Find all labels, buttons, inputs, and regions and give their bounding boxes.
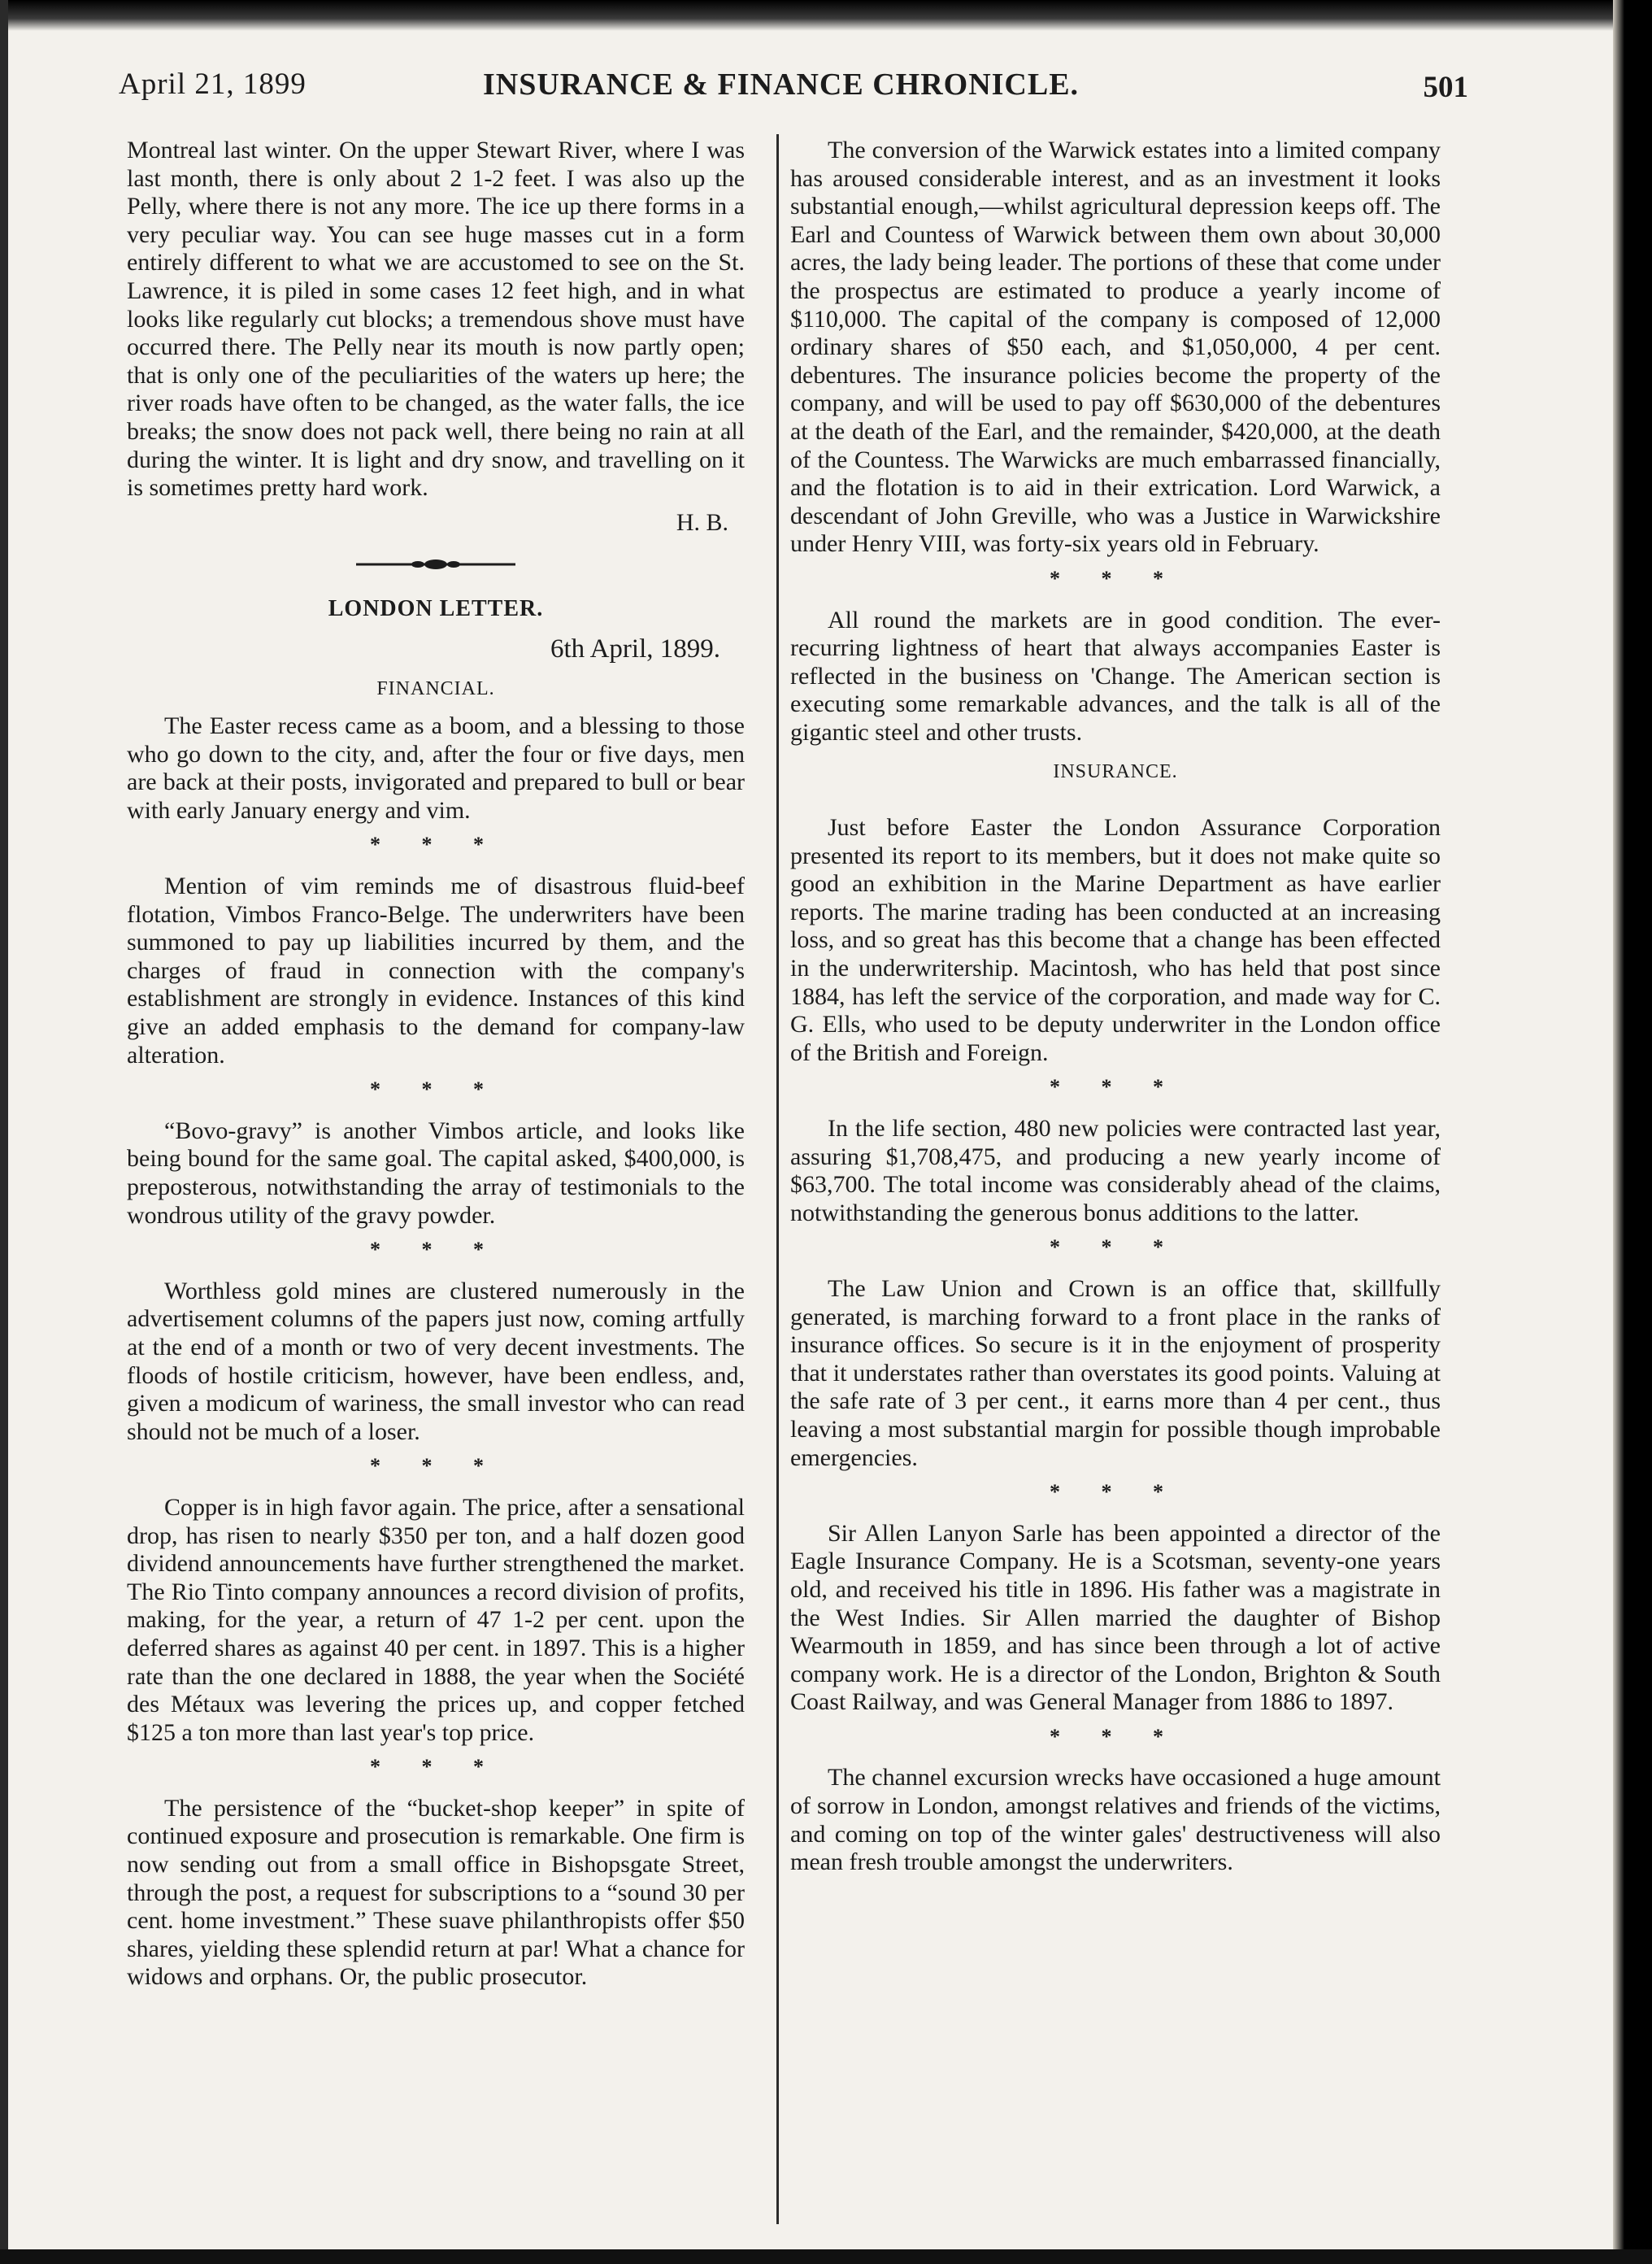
asterism: * * * (1050, 1075, 1181, 1099)
page-header (119, 67, 1468, 115)
scan-edge-right (1613, 0, 1652, 2264)
column-rule (776, 134, 779, 2224)
asterism: * * * (370, 1755, 502, 1779)
left-column (127, 137, 745, 1992)
publication-title: INSURANCE & FINANCE CHRONICLE. (483, 67, 1080, 102)
subheading-financial: FINANCIAL. (376, 677, 495, 699)
asterism: * * * (1050, 1480, 1181, 1504)
paragraph: Worthless gold mines are clustered numerously in the advertisement columns of the papers just now, coming artfully at the end of a month or two of very decent investments. The floods of hostile criticism, however, have been endless, and, given a modicum of wariness, the small investor who can read should not be much of a loser. (127, 1277, 745, 1445)
paragraph: Mention of vim reminds me of disastrous fluid-beef flotation, Vimbos Franco-Belge. The underwriters have been summoned to pay up liabilities incurred by them, and the charges of fraud in connection with the company's establishment are strongly in evidence. Instances of this kind give an added emphasis to the demand for company-law alteration. (127, 873, 745, 1069)
paragraph: The persistence of the “bucket-shop keeper” in spite of continued exposure and prosecution is remarkable. One firm is now sending out from a small office in Bishopsgate Street, through the post, a request for subscriptions to a “sound 30 per cent. home investment.” These suave philanthropists offer $50 shares, yielding these splendid return at par! What a chance for widows and orphans. Or, the public prosecutor. (127, 1794, 745, 1991)
paragraph: Just before Easter the London Assurance Corporation presented its report to its members, but it does not make quite so good an exhibition in the Marine Department as have earlier reports. The marine trading has been conducted at an increasing loss, and so great has this become that a change has been effected in the underwritership. Macintosh, who has held that post since 1884, has left the service of the corporation, and made way for C. G. Ells, who used to be deputy underwriter in the London office of the British and Foreign. (790, 814, 1441, 1066)
section-divider (127, 558, 745, 571)
asterism: * * * (370, 1078, 502, 1102)
paragraph: The conversion of the Warwick estates into a limited company has aroused considerable interest, and as an investment it looks substantial enough,—whilst agricultural depression keeps off. The Earl and Countess of Warwick between them own about 30,000 acres, the lady being leader. The portions of these that come under the prospectus are estimated to produce a yearly income of $110,000. The capital of the company is composed of 12,000 ordinary shares of $50 each, and $1,050,000, 4 per cent. debentures. The insurance policies become the property of the company, and will be used to pay off $630,000 of the debentures at the death of the Earl, and the remainder, $420,000, at the death of the Countess. The Warwicks are much embarrassed financially, and the flotation is to aid in their extrication. Lord Warwick, a descendant of John Greville, who was a Justice in Warwickshire under Henry VIII, was forty-six years old in February. (790, 137, 1441, 558)
asterism: * * * (370, 1454, 502, 1478)
page-number: 501 (1423, 71, 1468, 104)
asterism: * * * (370, 1238, 502, 1262)
paragraph: The Easter recess came as a boom, and a blessing to those who go down to the city, and, after the four or five days, men are back at their posts, invigorated and prepared to bull or bear with early January energy and vim. (127, 712, 745, 824)
section-heading: LONDON LETTER. (328, 596, 544, 622)
author-signature: H. B. (676, 508, 728, 536)
scan-edge-left (0, 0, 8, 2264)
paragraph: Sir Allen Lanyon Sarle has been appointed a director of the Eagle Insurance Company. He is a Scotsman, seventy-one years old, and received his title in 1896. His father was a magistrate in the West Indies. Sir Allen married the daughter of Bishop Wearmouth in 1859, and has since been through a lot of active company work. He is a director of the London, Brighton & South Coast Railway, and was General Manager from 1886 to 1897. (790, 1519, 1441, 1716)
subheading-insurance: INSURANCE. (1053, 761, 1178, 783)
paragraph: In the life section, 480 new policies were contracted last year, assuring $1,708,475, and producing a new yearly income of $63,700. The total income was considerably ahead of the claims, notwithstanding the generous bonus additions to the latter. (790, 1115, 1441, 1226)
article-continuation: Montreal last winter. On the upper Stewart River, where I was last month, there is only about 2 1-2 feet. I was also up the Pelly, where there is not any more. The ice up there forms in a very peculiar way. You can see huge masses cut in a form entirely different to what we are accustomed to see on the St. Lawrence, it is piled in some cases 12 feet high, and in what looks like regularly cut blocks; a tremendous shove must have occurred there. The Pelly near its mouth is now partly open; that is only one of the peculiarities of the waters up here; the river roads have often to be changed, as the water falls, the ice breaks; the snow does not pack well, there being no rain at all during the winter. It is light and dry snow, and travelling on it is sometimes pretty hard work. (127, 137, 745, 502)
scan-edge-bottom (0, 2249, 1652, 2264)
issue-date: April 21, 1899 (119, 67, 306, 101)
letter-dateline: 6th April, 1899. (550, 633, 720, 664)
paragraph: The Law Union and Crown is an office that, skillfully generated, is marching forward to a front place in the ranks of insurance offices. So secure is it in the enjoyment of prosperity that it understates rather than overstates its good points. Valuing at the safe rate of 3 per cent., it earns more than 4 per cent., thus leaving a most substantial margin for possible though improbable emergencies. (790, 1274, 1441, 1471)
paragraph: “Bovo-gravy” is another Vimbos article, and looks like being bound for the same goal. The capital asked, $400,000, is preposterous, notwithstanding the array of testimonials to the wondrous utility of the gravy powder. (127, 1117, 745, 1229)
spacer (790, 796, 1441, 814)
asterism: * * * (1050, 1235, 1181, 1260)
paragraph: Copper is in high favor again. The price, after a sensational drop, has risen to nearly $350 per ton, and a half dozen good dividend announcements have further strengthened the market. The Rio Tinto company announces a record division of profits, making, for the year, a return of 47 1-2 per cent. upon the deferred shares as against 40 per cent. in 1897. This is a higher rate than the one declared in 1888, the year when the Société des Métaux was levering the prices up, and copper fetched $125 a ton more than last year's top price. (127, 1493, 745, 1746)
asterism: * * * (370, 833, 502, 857)
asterism: * * * (1050, 1724, 1181, 1748)
asterism: * * * (1050, 566, 1181, 590)
ornamental-rule-icon (354, 558, 517, 571)
paragraph: All round the markets are in good condition. The ever-recurring lightness of heart that always accompanies Easter is reflected in the business on 'Change. The American section is executing some remarkable advances, and the talk is all of the gigantic steel and other trusts. (790, 606, 1441, 746)
right-column (790, 137, 1441, 1877)
paragraph: The channel excursion wrecks have occasioned a huge amount of sorrow in London, amongst relatives and friends of the victims, and coming on top of the winter gales' destructiveness will also mean fresh trouble amongst the underwriters. (790, 1764, 1441, 1876)
scan-edge-top (0, 0, 1652, 31)
